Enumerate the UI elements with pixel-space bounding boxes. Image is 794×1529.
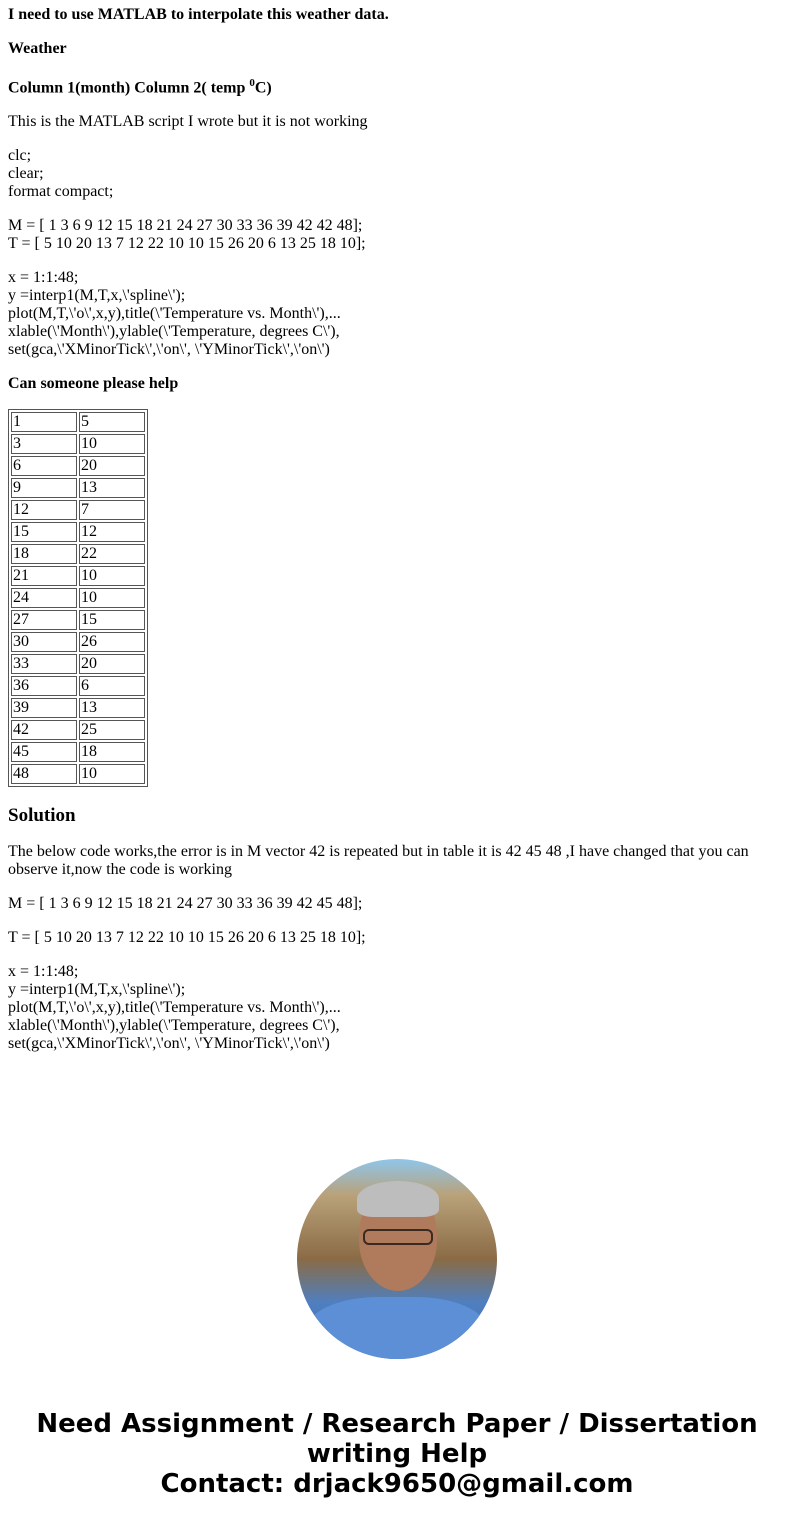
temp-cell: 20 <box>79 456 145 476</box>
code-line: y =interp1(M,T,x,\'spline\'); <box>8 287 186 305</box>
temp-cell: 7 <box>79 500 145 520</box>
weather-heading: Weather <box>8 40 67 57</box>
temp-cell: 5 <box>79 412 145 432</box>
photo-glasses <box>363 1229 433 1245</box>
code-line: clear; <box>8 165 44 183</box>
temp-cell: 10 <box>79 566 145 586</box>
code-line: M = [ 1 3 6 9 12 15 18 21 24 27 30 33 36 39 42 42 48]; <box>8 217 363 235</box>
solution-heading: Solution <box>8 805 76 827</box>
month-cell: 24 <box>11 588 77 608</box>
temp-cell: 18 <box>79 742 145 762</box>
code-line: T = [ 5 10 20 13 7 12 22 10 10 15 26 20 6 13 25 18 10]; <box>8 235 366 253</box>
author-photo <box>297 1159 497 1359</box>
month-cell: 1 <box>11 412 77 432</box>
intro-text: This is the MATLAB script I wrote but it is not working <box>8 113 368 131</box>
table-row <box>11 610 145 630</box>
month-cell: 33 <box>11 654 77 674</box>
table-row <box>11 698 145 718</box>
month-cell: 21 <box>11 566 77 586</box>
table-row <box>11 654 145 674</box>
temp-cell: 6 <box>79 676 145 696</box>
code-line: x = 1:1:48; <box>8 963 79 981</box>
table-row <box>11 434 145 454</box>
footer-line: writing Help <box>306 1439 488 1469</box>
footer-contact: Contact: drjack9650@gmail.com <box>160 1469 634 1499</box>
code-line: set(gca,\'XMinorTick\',\'on\', \'YMinorTick\',\'on\') <box>8 341 330 359</box>
photo-hair <box>357 1181 439 1217</box>
month-cell: 27 <box>11 610 77 630</box>
month-cell: 45 <box>11 742 77 762</box>
month-cell: 39 <box>11 698 77 718</box>
table-row <box>11 500 145 520</box>
month-cell: 48 <box>11 764 77 784</box>
temp-cell: 10 <box>79 588 145 608</box>
solution-code-block <box>8 963 786 1053</box>
temp-cell: 26 <box>79 632 145 652</box>
table-row <box>11 566 145 586</box>
help-request: Can someone please help <box>8 375 179 393</box>
table-row <box>11 764 145 784</box>
table-row <box>11 742 145 762</box>
table-row <box>11 456 145 476</box>
solution-explanation: The below code works,the error is in M vector 42 is repeated but in table it is 42 45 48 ,I have changed that you can observe it,now the code is working <box>8 843 749 879</box>
code-line: xlable(\'Month\'),ylable(\'Temperature, degrees C\'), <box>8 1017 340 1035</box>
temp-cell: 15 <box>79 610 145 630</box>
solution-m-line: M = [ 1 3 6 9 12 15 18 21 24 27 30 33 36 39 42 45 48]; <box>8 895 363 913</box>
table-row <box>11 544 145 564</box>
month-cell: 3 <box>11 434 77 454</box>
month-cell: 12 <box>11 500 77 520</box>
code-line: plot(M,T,\'o\',x,y),title(\'Temperature vs. Month\'),... <box>8 999 341 1017</box>
degree-sup: 0 <box>249 77 255 89</box>
solution-t-line: T = [ 5 10 20 13 7 12 22 10 10 15 26 20 6 13 25 18 10]; <box>8 929 366 947</box>
temp-cell: 13 <box>79 478 145 498</box>
month-cell: 36 <box>11 676 77 696</box>
month-cell: 6 <box>11 456 77 476</box>
table-row <box>11 588 145 608</box>
table-row <box>11 522 145 542</box>
month-cell: 42 <box>11 720 77 740</box>
month-cell: 15 <box>11 522 77 542</box>
temp-cell: 25 <box>79 720 145 740</box>
photo-shirt <box>307 1297 487 1359</box>
code-line: set(gca,\'XMinorTick\',\'on\', \'YMinorTick\',\'on\') <box>8 1035 330 1053</box>
code-line: xlable(\'Month\'),ylable(\'Temperature, degrees C\'), <box>8 323 340 341</box>
columns-prefix: Column 1(month) Column 2( temp <box>8 79 250 97</box>
temp-cell: 10 <box>79 764 145 784</box>
temp-cell: 20 <box>79 654 145 674</box>
table-row <box>11 676 145 696</box>
month-cell: 18 <box>11 544 77 564</box>
table-row <box>11 478 145 498</box>
table-row <box>11 412 145 432</box>
contact-footer <box>0 1409 794 1499</box>
code-line: x = 1:1:48; <box>8 269 79 287</box>
weather-table <box>8 409 148 787</box>
table-row <box>11 632 145 652</box>
code-line: plot(M,T,\'o\',x,y),title(\'Temperature vs. Month\'),... <box>8 305 341 323</box>
table-row <box>11 720 145 740</box>
code-block-2 <box>8 217 786 253</box>
code-block-1 <box>8 147 786 201</box>
code-line: format compact; <box>8 183 114 201</box>
code-line: clc; <box>8 147 32 165</box>
code-line: y =interp1(M,T,x,\'spline\'); <box>8 981 186 999</box>
temp-cell: 22 <box>79 544 145 564</box>
month-cell: 30 <box>11 632 77 652</box>
columns-suffix: C) <box>254 79 272 97</box>
columns-description <box>8 74 786 97</box>
temp-cell: 10 <box>79 434 145 454</box>
code-block-3 <box>8 269 786 359</box>
footer-line: Need Assignment / Research Paper / Dissertation <box>36 1409 758 1439</box>
month-cell: 9 <box>11 478 77 498</box>
question-title: I need to use MATLAB to interpolate this weather data. <box>8 6 389 23</box>
temp-cell: 12 <box>79 522 145 542</box>
temp-cell: 13 <box>79 698 145 718</box>
